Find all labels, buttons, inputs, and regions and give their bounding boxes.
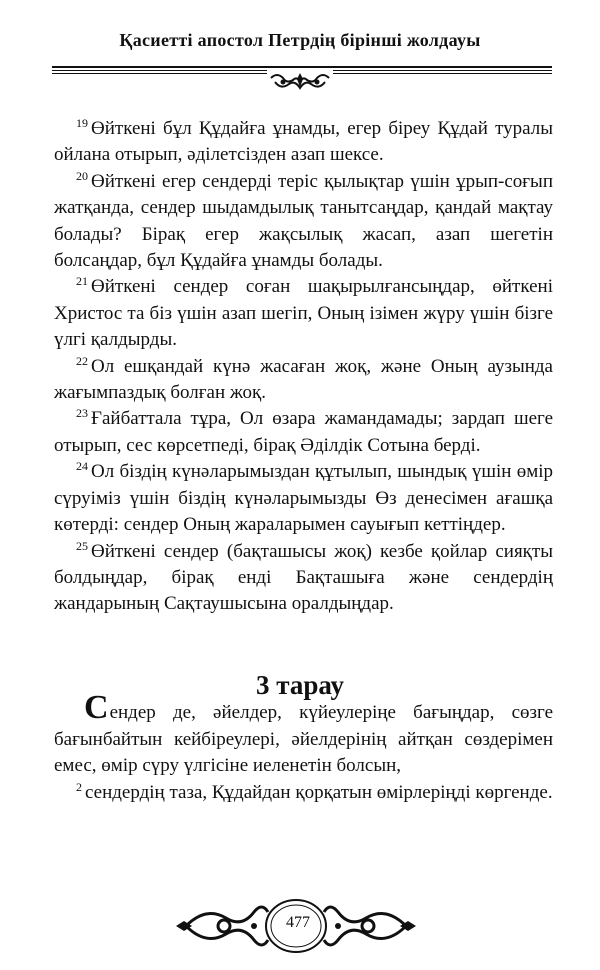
verse-text: Өйткені сендер (бақташысы жоқ) кезбе қойлар сияқты болдыңдар, бірақ енді Бақташыға және сендердің жандарының Сақтаушысына оралдыңдар. bbox=[54, 540, 553, 615]
verse-2 bbox=[54, 780, 553, 807]
verse-23 bbox=[54, 406, 553, 459]
verse-21 bbox=[54, 274, 553, 353]
verse-text: Ол ешқандай күнә жасаған жоқ, және Оның аузында жағымпаздық болған жоқ. bbox=[54, 355, 553, 404]
verse-1 bbox=[54, 689, 553, 780]
header-ornament-icon bbox=[267, 70, 333, 92]
verse-number: 2 bbox=[76, 779, 82, 794]
verse-24 bbox=[54, 459, 553, 538]
running-header: Қасиетті апостол Петрдің бірінші жолдауы bbox=[119, 30, 481, 50]
page-number: 477 bbox=[286, 914, 310, 931]
verse-number: 19 bbox=[76, 116, 88, 130]
verse-19 bbox=[54, 116, 553, 169]
verse-text: ендер де, әйелдер, күйеулеріңе бағыңдар, сөзге бағынбайтын кейбіреулері, әйелдерінің айтқан сөздерімен емес, өмір сүру үлгісіне иеленетін болсын, bbox=[54, 702, 553, 777]
verse-22 bbox=[54, 354, 553, 407]
verse-text: Ол біздің күнәларымыздан құтылып, шындық үшін өмір сүруіміз үшін біздің күнәларымызды Өз денесімен ағашқа көтерді: сендер Оның жараларымен сауығып кеттіңдер. bbox=[54, 461, 553, 536]
chapter-3-text bbox=[54, 689, 553, 806]
verse-text: Өйткені бұл Құдайға ұнамды, егер біреу Құдай туралы ойлана отырып, әділетсізден азап шексе. bbox=[54, 118, 553, 166]
verse-number: 20 bbox=[76, 168, 88, 183]
verse-25 bbox=[54, 539, 553, 618]
verse-number: 24 bbox=[76, 459, 88, 474]
verse-text: Ғайбаттала тұра, Ол өзара жамандамады; зардап шеге отырып, сес көрсетпеді, бірақ Әділдік Сотына берді. bbox=[54, 408, 553, 456]
verse-text: Өйткені егер сендерді теріс қылықтар үшін ұрып-соғып жатқанда, сендер шыдамдылық танытсаңдар, қандай мақтау болады? Бірақ егер жақсылық жасап, азап шегетін болсаңдар, бұл Құдайға ұнамды болады. bbox=[54, 170, 553, 272]
chapter-2-text bbox=[54, 116, 553, 618]
verse-text: сендердің таза, Құдайдан қорқатын өмірлеріңді көргенде. bbox=[85, 781, 553, 803]
verse-20 bbox=[54, 169, 553, 275]
verse-number: 21 bbox=[76, 274, 88, 289]
verse-number: 25 bbox=[76, 538, 88, 553]
verse-number: 23 bbox=[76, 406, 88, 421]
verse-text: Өйткені сендер соған шақырылғансыңдар, өйткені Христос та біз үшін азап шегіп, Оның ізімен жүру үшін бізге үлгі қалдырды. bbox=[54, 276, 553, 351]
chapter-heading: 3 тарау bbox=[256, 670, 344, 700]
verse-number: 22 bbox=[76, 353, 88, 368]
header-rule bbox=[52, 66, 552, 68]
drop-cap: С bbox=[84, 689, 109, 726]
